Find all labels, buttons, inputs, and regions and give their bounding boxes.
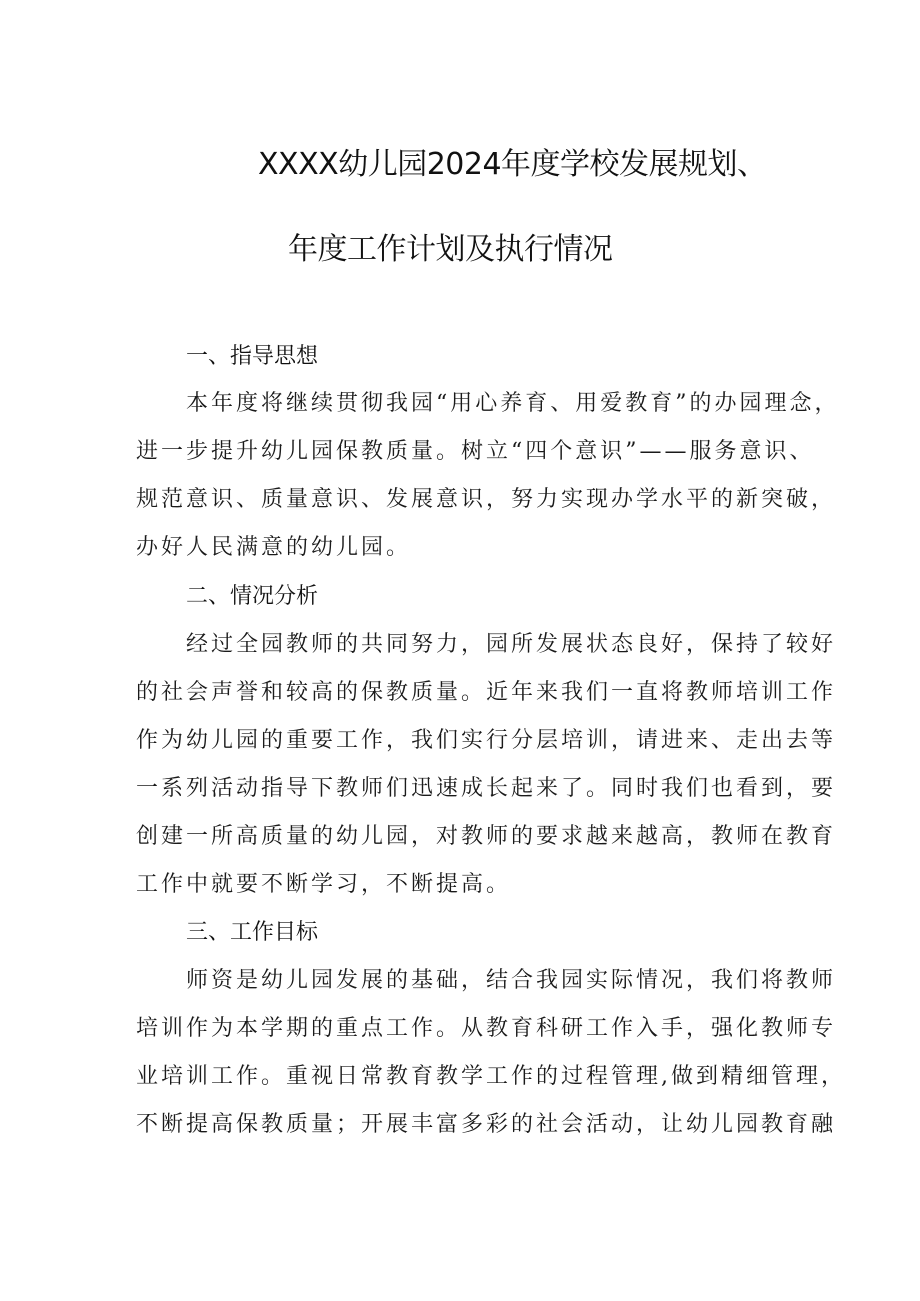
section-heading-situation-analysis: 二、情况分析 (186, 584, 319, 609)
paragraph-line: 经过全园教师的共同努力，园所发展状态良好，保持了较好 (186, 632, 837, 657)
paragraph-line: 进一步提升幼儿园保教质量。树立“四个意识”——服务意识、 (136, 439, 815, 464)
paragraph-line: 不断提高保教质量；开展丰富多彩的社会活动，让幼儿园教育融 (136, 1112, 837, 1137)
document-title-line-1: XXXX幼儿园2024年度学校发展规划、 (258, 147, 767, 182)
paragraph-line: 师资是幼儿园发展的基础，结合我园实际情况，我们将教师 (186, 968, 837, 993)
section-heading-work-goals: 三、工作目标 (186, 920, 319, 945)
section-heading-guiding-ideology: 一、指导思想 (186, 344, 319, 369)
paragraph-line: 的社会声誉和较高的保教质量。近年来我们一直将教师培训工作 (136, 680, 837, 705)
paragraph-line: 作为幼儿园的重要工作，我们实行分层培训，请进来、走出去等 (136, 728, 837, 753)
paragraph-line: 业培训工作。重视日常教育教学工作的过程管理,做到精细管理， (136, 1064, 846, 1089)
paragraph-line: 工作中就要不断学习，不断提高。 (136, 872, 512, 897)
paragraph-line: 培训作为本学期的重点工作。从教育科研工作入手，强化教师专 (136, 1016, 837, 1041)
paragraph-line: 本年度将继续贯彻我园“用心养育、用爱教育”的办园理念， (186, 391, 840, 416)
document-title-line-2: 年度工作计划及执行情况 (288, 232, 613, 267)
paragraph-line: 办好人民满意的幼儿园。 (136, 535, 412, 560)
paragraph-line: 一系列活动指导下教师们迅速成长起来了。同时我们也看到，要 (136, 776, 837, 801)
paragraph-line: 规范意识、质量意识、发展意识，努力实现办学水平的新突破， (136, 487, 837, 512)
paragraph-line: 创建一所高质量的幼儿园，对教师的要求越来越高，教师在教育 (136, 824, 837, 849)
